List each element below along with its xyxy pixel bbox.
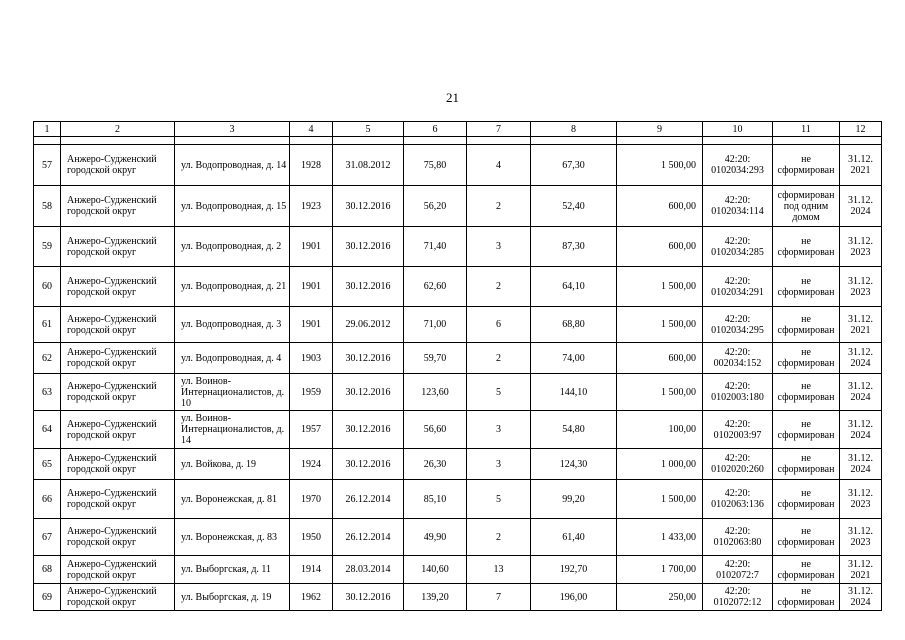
land-plot-status-cell: не сформирован xyxy=(773,374,840,411)
address-cell: ул. Воинов-Интернационалистов, д. 10 xyxy=(175,374,290,411)
land-plot-status-cell: сформирован под одним домом xyxy=(773,186,840,227)
residents-count-cell: 4 xyxy=(467,145,531,186)
address-cell: ул. Водопроводная, д. 15 xyxy=(175,186,290,227)
land-plot-status-cell: не сформирован xyxy=(773,584,840,611)
living-area-cell: 192,70 xyxy=(531,556,617,584)
residents-count-cell: 2 xyxy=(467,186,531,227)
deadline-cell: 31.12. 2023 xyxy=(840,227,882,267)
row-number-cell: 64 xyxy=(34,411,61,449)
total-area-cell: 75,80 xyxy=(404,145,467,186)
row-number-cell: 59 xyxy=(34,227,61,267)
living-area-cell: 52,40 xyxy=(531,186,617,227)
cadastral-number-cell: 42:20: 0102034:114 xyxy=(703,186,773,227)
living-area-cell: 87,30 xyxy=(531,227,617,267)
column-number-row xyxy=(34,122,882,137)
table-row xyxy=(34,584,882,611)
deadline-cell: 31.12. 2023 xyxy=(840,480,882,519)
cadastral-number-cell: 42:20: 0102072:12 xyxy=(703,584,773,611)
address-cell: ул. Водопроводная, д. 21 xyxy=(175,267,290,307)
table-row xyxy=(34,267,882,307)
column-header: 7 xyxy=(467,122,531,137)
table-row xyxy=(34,519,882,556)
amount-cell: 1 433,00 xyxy=(617,519,703,556)
land-plot-status-cell: не сформирован xyxy=(773,227,840,267)
land-plot-status-cell: не сформирован xyxy=(773,145,840,186)
total-area-cell: 140,60 xyxy=(404,556,467,584)
residents-count-cell: 2 xyxy=(467,343,531,374)
total-area-cell: 62,60 xyxy=(404,267,467,307)
total-area-cell: 71,40 xyxy=(404,227,467,267)
row-number-cell: 67 xyxy=(34,519,61,556)
build-year-cell: 1962 xyxy=(290,584,333,611)
deadline-cell: 31.12. 2024 xyxy=(840,374,882,411)
living-area-cell: 61,40 xyxy=(531,519,617,556)
build-year-cell: 1957 xyxy=(290,411,333,449)
living-area-cell: 68,80 xyxy=(531,307,617,343)
cadastral-number-cell: 42:20: 0102020:260 xyxy=(703,449,773,480)
date-cell: 30.12.2016 xyxy=(333,374,404,411)
row-number-cell: 63 xyxy=(34,374,61,411)
column-header: 9 xyxy=(617,122,703,137)
date-cell: 28.03.2014 xyxy=(333,556,404,584)
municipality-cell: Анжеро-Судженский городской округ xyxy=(61,227,175,267)
address-cell: ул. Водопроводная, д. 3 xyxy=(175,307,290,343)
municipality-cell: Анжеро-Судженский городской округ xyxy=(61,449,175,480)
date-cell: 29.06.2012 xyxy=(333,307,404,343)
date-cell: 30.12.2016 xyxy=(333,584,404,611)
deadline-cell: 31.12. 2021 xyxy=(840,307,882,343)
residents-count-cell: 5 xyxy=(467,480,531,519)
deadline-cell: 31.12. 2024 xyxy=(840,343,882,374)
table-row xyxy=(34,449,882,480)
residents-count-cell: 13 xyxy=(467,556,531,584)
address-cell: ул. Воинов-Интернационалистов, д. 14 xyxy=(175,411,290,449)
column-header: 2 xyxy=(61,122,175,137)
cadastral-number-cell: 42:20: 0102034:285 xyxy=(703,227,773,267)
amount-cell: 1 500,00 xyxy=(617,480,703,519)
municipality-cell: Анжеро-Судженский городской округ xyxy=(61,267,175,307)
cadastral-number-cell: 42:20: 0102072:7 xyxy=(703,556,773,584)
total-area-cell: 56,60 xyxy=(404,411,467,449)
table-row xyxy=(34,145,882,186)
land-plot-status-cell: не сформирован xyxy=(773,480,840,519)
row-number-cell: 69 xyxy=(34,584,61,611)
land-plot-status-cell: не сформирован xyxy=(773,519,840,556)
cadastral-number-cell: 42:20: 002034:152 xyxy=(703,343,773,374)
land-plot-status-cell: не сформирован xyxy=(773,411,840,449)
amount-cell: 1 500,00 xyxy=(617,307,703,343)
address-cell: ул. Выборгская, д. 19 xyxy=(175,584,290,611)
build-year-cell: 1924 xyxy=(290,449,333,480)
build-year-cell: 1959 xyxy=(290,374,333,411)
date-cell: 31.08.2012 xyxy=(333,145,404,186)
column-header: 12 xyxy=(840,122,882,137)
residents-count-cell: 3 xyxy=(467,227,531,267)
table-row xyxy=(34,556,882,584)
cadastral-number-cell: 42:20: 0102003:180 xyxy=(703,374,773,411)
deadline-cell: 31.12. 2021 xyxy=(840,556,882,584)
amount-cell: 250,00 xyxy=(617,584,703,611)
row-number-cell: 60 xyxy=(34,267,61,307)
column-header: 8 xyxy=(531,122,617,137)
build-year-cell: 1970 xyxy=(290,480,333,519)
address-cell: ул. Водопроводная, д. 4 xyxy=(175,343,290,374)
date-cell: 30.12.2016 xyxy=(333,343,404,374)
amount-cell: 1 000,00 xyxy=(617,449,703,480)
page-number: 21 xyxy=(446,90,459,105)
amount-cell: 1 500,00 xyxy=(617,374,703,411)
row-number-cell: 68 xyxy=(34,556,61,584)
total-area-cell: 56,20 xyxy=(404,186,467,227)
cadastral-number-cell: 42:20: 0102034:293 xyxy=(703,145,773,186)
amount-cell: 100,00 xyxy=(617,411,703,449)
municipality-cell: Анжеро-Судженский городской округ xyxy=(61,343,175,374)
deadline-cell: 31.12. 2024 xyxy=(840,411,882,449)
amount-cell: 600,00 xyxy=(617,343,703,374)
living-area-cell: 144,10 xyxy=(531,374,617,411)
build-year-cell: 1928 xyxy=(290,145,333,186)
amount-cell: 1 500,00 xyxy=(617,267,703,307)
build-year-cell: 1901 xyxy=(290,267,333,307)
total-area-cell: 71,00 xyxy=(404,307,467,343)
address-cell: ул. Воронежская, д. 81 xyxy=(175,480,290,519)
municipality-cell: Анжеро-Судженский городской округ xyxy=(61,480,175,519)
municipality-cell: Анжеро-Судженский городской округ xyxy=(61,556,175,584)
municipality-cell: Анжеро-Судженский городской округ xyxy=(61,519,175,556)
cadastral-number-cell: 42:20: 0102034:295 xyxy=(703,307,773,343)
address-cell: ул. Водопроводная, д. 14 xyxy=(175,145,290,186)
cadastral-number-cell: 42:20: 0102034:291 xyxy=(703,267,773,307)
cadastral-number-cell: 42:20: 0102063:136 xyxy=(703,480,773,519)
date-cell: 30.12.2016 xyxy=(333,186,404,227)
table-row xyxy=(34,227,882,267)
row-number-cell: 61 xyxy=(34,307,61,343)
housing-register-table xyxy=(33,121,882,611)
table-row xyxy=(34,480,882,519)
municipality-cell: Анжеро-Судженский городской округ xyxy=(61,145,175,186)
build-year-cell: 1950 xyxy=(290,519,333,556)
date-cell: 30.12.2016 xyxy=(333,227,404,267)
date-cell: 26.12.2014 xyxy=(333,519,404,556)
date-cell: 26.12.2014 xyxy=(333,480,404,519)
living-area-cell: 99,20 xyxy=(531,480,617,519)
living-area-cell: 74,00 xyxy=(531,343,617,374)
address-cell: ул. Войкова, д. 19 xyxy=(175,449,290,480)
date-cell: 30.12.2016 xyxy=(333,267,404,307)
row-number-cell: 57 xyxy=(34,145,61,186)
column-header: 11 xyxy=(773,122,840,137)
total-area-cell: 49,90 xyxy=(404,519,467,556)
build-year-cell: 1901 xyxy=(290,307,333,343)
land-plot-status-cell: не сформирован xyxy=(773,267,840,307)
total-area-cell: 59,70 xyxy=(404,343,467,374)
amount-cell: 1 500,00 xyxy=(617,145,703,186)
living-area-cell: 67,30 xyxy=(531,145,617,186)
residents-count-cell: 6 xyxy=(467,307,531,343)
amount-cell: 600,00 xyxy=(617,186,703,227)
living-area-cell: 64,10 xyxy=(531,267,617,307)
land-plot-status-cell: не сформирован xyxy=(773,449,840,480)
residents-count-cell: 2 xyxy=(467,267,531,307)
column-header: 5 xyxy=(333,122,404,137)
deadline-cell: 31.12. 2023 xyxy=(840,519,882,556)
deadline-cell: 31.12. 2021 xyxy=(840,145,882,186)
build-year-cell: 1923 xyxy=(290,186,333,227)
cadastral-number-cell: 42:20: 0102003:97 xyxy=(703,411,773,449)
column-header: 10 xyxy=(703,122,773,137)
row-number-cell: 65 xyxy=(34,449,61,480)
deadline-cell: 31.12. 2024 xyxy=(840,449,882,480)
table-row xyxy=(34,374,882,411)
table-row xyxy=(34,307,882,343)
municipality-cell: Анжеро-Судженский городской округ xyxy=(61,186,175,227)
total-area-cell: 26,30 xyxy=(404,449,467,480)
address-cell: ул. Выборгская, д. 11 xyxy=(175,556,290,584)
municipality-cell: Анжеро-Судженский городской округ xyxy=(61,584,175,611)
total-area-cell: 139,20 xyxy=(404,584,467,611)
date-cell: 30.12.2016 xyxy=(333,449,404,480)
municipality-cell: Анжеро-Судженский городской округ xyxy=(61,411,175,449)
column-header: 4 xyxy=(290,122,333,137)
build-year-cell: 1901 xyxy=(290,227,333,267)
total-area-cell: 85,10 xyxy=(404,480,467,519)
residents-count-cell: 3 xyxy=(467,411,531,449)
row-number-cell: 58 xyxy=(34,186,61,227)
build-year-cell: 1903 xyxy=(290,343,333,374)
address-cell: ул. Воронежская, д. 83 xyxy=(175,519,290,556)
header-gap-row xyxy=(34,137,882,145)
column-header: 1 xyxy=(34,122,61,137)
table-row xyxy=(34,411,882,449)
residents-count-cell: 5 xyxy=(467,374,531,411)
amount-cell: 1 700,00 xyxy=(617,556,703,584)
build-year-cell: 1914 xyxy=(290,556,333,584)
residents-count-cell: 7 xyxy=(467,584,531,611)
row-number-cell: 66 xyxy=(34,480,61,519)
municipality-cell: Анжеро-Судженский городской округ xyxy=(61,374,175,411)
residents-count-cell: 3 xyxy=(467,449,531,480)
residents-count-cell: 2 xyxy=(467,519,531,556)
column-header: 3 xyxy=(175,122,290,137)
table-row xyxy=(34,343,882,374)
living-area-cell: 196,00 xyxy=(531,584,617,611)
table-row xyxy=(34,186,882,227)
row-number-cell: 62 xyxy=(34,343,61,374)
deadline-cell: 31.12. 2023 xyxy=(840,267,882,307)
living-area-cell: 54,80 xyxy=(531,411,617,449)
municipality-cell: Анжеро-Судженский городской округ xyxy=(61,307,175,343)
land-plot-status-cell: не сформирован xyxy=(773,343,840,374)
deadline-cell: 31.12. 2024 xyxy=(840,584,882,611)
date-cell: 30.12.2016 xyxy=(333,411,404,449)
living-area-cell: 124,30 xyxy=(531,449,617,480)
column-header: 6 xyxy=(404,122,467,137)
deadline-cell: 31.12. 2024 xyxy=(840,186,882,227)
address-cell: ул. Водопроводная, д. 2 xyxy=(175,227,290,267)
cadastral-number-cell: 42:20: 0102063:80 xyxy=(703,519,773,556)
land-plot-status-cell: не сформирован xyxy=(773,307,840,343)
land-plot-status-cell: не сформирован xyxy=(773,556,840,584)
amount-cell: 600,00 xyxy=(617,227,703,267)
total-area-cell: 123,60 xyxy=(404,374,467,411)
